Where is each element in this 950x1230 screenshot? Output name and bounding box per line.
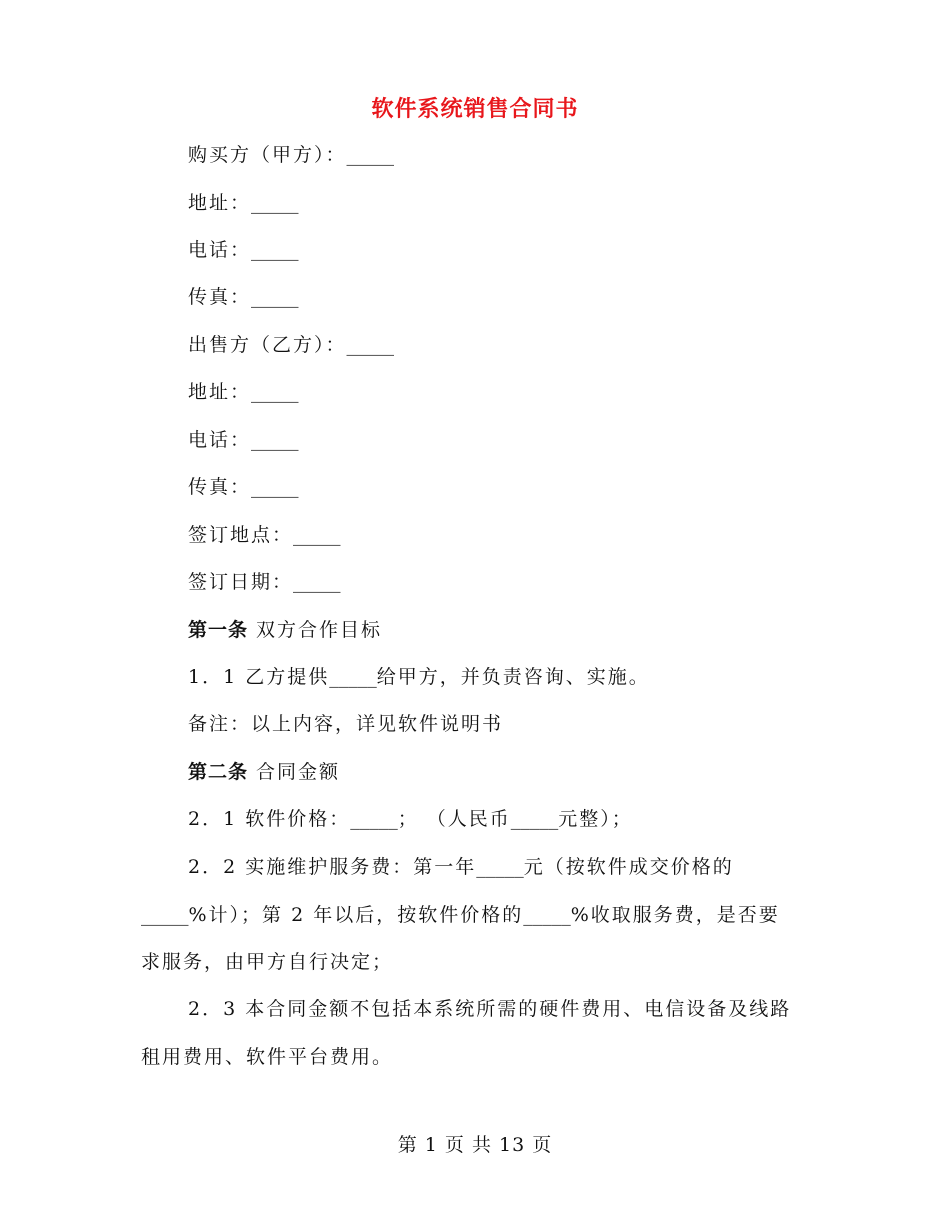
blank-field: _____	[476, 856, 524, 878]
blank-field: _____	[510, 808, 559, 830]
article-2-item-1	[188, 807, 633, 831]
sign-date-line	[188, 570, 341, 594]
party-b-name-line	[188, 333, 394, 357]
item-text: 1．1 乙方提供	[188, 666, 330, 688]
article-2-number: 第二条	[188, 761, 249, 783]
blank-field: _____	[293, 571, 341, 593]
blank-field: _____	[251, 476, 299, 498]
blank-field: _____	[523, 904, 571, 926]
article-1-note	[188, 712, 503, 736]
blank-field: _____	[346, 334, 395, 356]
blank-field: _____	[251, 192, 299, 214]
party-a-name-line	[188, 143, 394, 167]
item-text: 求服务，由甲方自行决定；	[141, 951, 394, 973]
article-2-item-2-line-2	[141, 903, 780, 927]
document-title: 软件系统销售合同书	[371, 97, 579, 122]
article-2-title: 合同金额	[248, 761, 341, 783]
party-a-name-label: 购买方（甲方）：	[188, 144, 347, 166]
party-a-address-line	[188, 191, 299, 215]
sign-place-line	[188, 523, 341, 547]
party-b-phone-line	[188, 428, 299, 452]
party-b-phone-label: 电话：	[188, 429, 252, 451]
item-text: 元（按软件成交价格的	[523, 856, 734, 878]
blank-field: _____	[329, 666, 377, 688]
article-2-item-2-line-1	[188, 855, 734, 879]
sign-place-label: 签订地点：	[188, 524, 294, 546]
article-2-item-2-line-3	[141, 950, 393, 974]
item-text: 给甲方，并负责咨询、实施。	[376, 666, 650, 688]
article-1-title: 双方合作目标	[248, 619, 383, 641]
item-text: 元整）；	[558, 808, 633, 830]
item-text: 租用费用、软件平台费用。	[141, 1046, 394, 1068]
party-b-address-line	[188, 380, 299, 404]
party-a-phone-label: 电话：	[188, 239, 252, 261]
blank-field: _____	[293, 524, 341, 546]
article-1-number: 第一条	[188, 619, 249, 641]
blank-field: _____	[350, 808, 398, 830]
note-text: 备注：以上内容，详见软件说明书	[188, 713, 504, 735]
party-a-fax-label: 传真：	[188, 286, 252, 308]
party-b-name-label: 出售方（乙方）：	[188, 334, 347, 356]
blank-field: _____	[251, 429, 299, 451]
party-b-fax-label: 传真：	[188, 476, 252, 498]
page-number-footer: 第 1 页 共 13 页	[397, 1134, 553, 1156]
party-a-address-label: 地址：	[188, 192, 252, 214]
sign-date-label: 签订日期：	[188, 571, 294, 593]
blank-field: _____	[346, 144, 395, 166]
article-2-item-3-line-1	[188, 997, 791, 1021]
item-text: %收取服务费，是否要	[570, 904, 780, 926]
blank-field: _____	[251, 286, 299, 308]
blank-field: _____	[251, 239, 299, 261]
party-a-phone-line	[188, 238, 299, 262]
item-text: 2．2 实施维护服务费：第一年	[188, 856, 477, 878]
article-2-heading	[188, 760, 340, 784]
item-text: ； （人民币	[397, 808, 511, 830]
article-1-heading	[188, 618, 382, 642]
blank-field: _____	[141, 904, 189, 926]
party-b-address-label: 地址：	[188, 381, 252, 403]
party-b-fax-line	[188, 475, 299, 499]
blank-field: _____	[251, 381, 299, 403]
article-2-item-3-line-2	[141, 1045, 393, 1069]
item-text: 2．1 软件价格：	[188, 808, 351, 830]
item-text: %计）；第 2 年以后，按软件价格的	[188, 904, 524, 926]
article-1-item-1	[188, 665, 650, 689]
item-text: 2．3 本合同金额不包括本系统所需的硬件费用、电信设备及线路	[188, 998, 792, 1020]
party-a-fax-line	[188, 285, 299, 309]
